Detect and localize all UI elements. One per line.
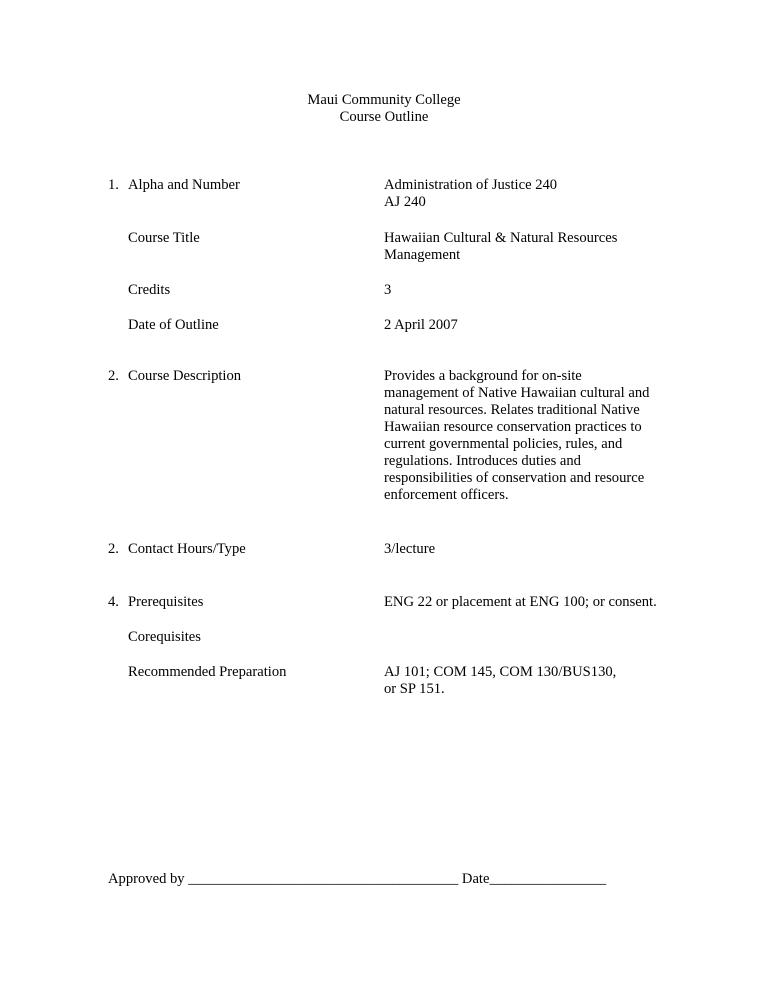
value-line: current governmental policies, rules, and [384,436,623,452]
section-number: 4. [108,594,119,610]
alpha-number-value [384,177,684,211]
recommended-preparation-value [384,664,684,698]
value-line: AJ 240 [384,194,426,210]
value-line: management of Native Hawaiian cultural and [384,385,650,401]
section-number: 2. [108,541,119,557]
institution-name: Maui Community College [307,92,461,108]
approval-date-label: Date [461,871,490,887]
course-title-label: Course Title [128,230,200,246]
value-line: or SP 151. [384,681,445,697]
value-line: regulations. Introduces duties and [384,453,581,469]
document-type: Course Outline [339,109,429,125]
document-header [0,92,768,126]
prerequisites-label: Prerequisites [128,594,204,610]
credits-value: 3 [384,282,392,298]
value-line: enforcement officers. [384,487,509,503]
course-title-value [384,230,684,264]
contact-hours-value: 3/lecture [384,541,436,557]
date-of-outline-label: Date of Outline [128,317,219,333]
section-number: 2. [108,368,119,384]
approval-date-blank: ________________ [489,871,607,887]
approved-by-signature-blank: _____________________________________ [188,871,459,887]
prerequisites-value: ENG 22 or placement at ENG 100; or consent. [384,594,657,610]
value-line: Administration of Justice 240 [384,177,558,193]
contact-hours-label: Contact Hours/Type [128,541,246,557]
value-line: Management [384,247,461,263]
value-line: Hawaiian resource conservation practices to [384,419,642,435]
alpha-number-label: Alpha and Number [128,177,240,193]
recommended-preparation-label: Recommended Preparation [128,664,287,680]
section-number: 1. [108,177,119,193]
value-line: natural resources. Relates traditional Native [384,402,640,418]
value-line: Provides a background for on-site [384,368,582,384]
value-line: responsibilities of conservation and resource [384,470,645,486]
corequisites-label: Corequisites [128,629,201,645]
value-line: AJ 101; COM 145, COM 130/BUS130, [384,664,617,680]
course-description-label: Course Description [128,368,242,384]
value-line: Hawaiian Cultural & Natural Resources [384,230,618,246]
approval-line [108,871,606,888]
credits-label: Credits [128,282,171,298]
date-of-outline-value: 2 April 2007 [384,317,458,333]
course-description-value [384,368,684,504]
approved-by-label: Approved by [108,871,185,887]
